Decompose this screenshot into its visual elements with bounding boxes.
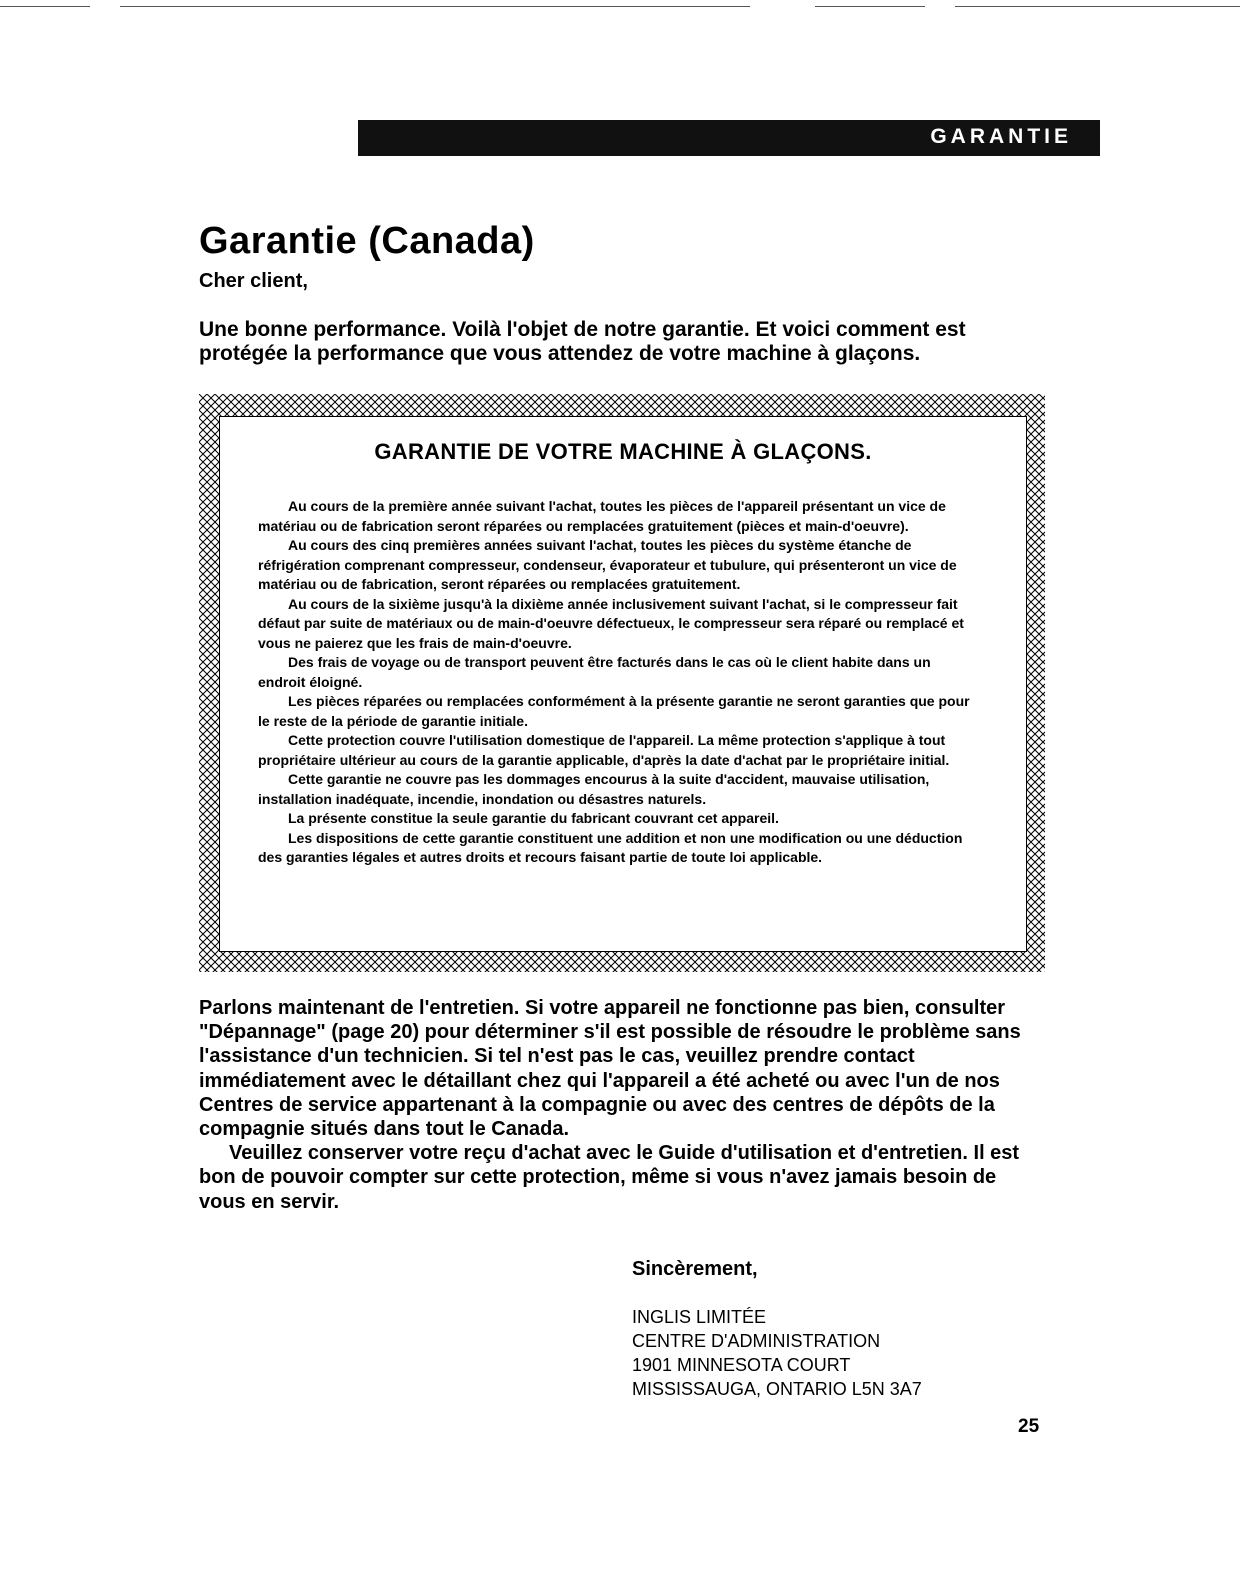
warranty-paragraph: La présente constitue la seule garantie du fabricant couvrant cet appareil.	[288, 810, 779, 826]
warranty-paragraph: Au cours de la première année suivant l'achat, toutes les pièces de l'appareil présentant un vice de matériau ou de fabrication seront réparées ou remplacées gratuitement (pièces et main-d'oeuvre).	[258, 498, 946, 534]
warranty-paragraph: Au cours de la sixième jusqu'à la dixième année inclusivement suivant l'achat, si le compresseur fait défaut par suite de matériaux ou de main-d'oeuvre défectueux, le compresseur sera réparé ou remplacé et vous ne paierez que les frais de main-d'oeuvre.	[258, 595, 964, 651]
address-line: INGLIS LIMITÉE	[632, 1307, 767, 1327]
warranty-title: GARANTIE DE VOTRE MACHINE À GLAÇONS.	[374, 439, 872, 464]
salutation: Cher client,	[199, 270, 308, 292]
warranty-paragraph: Au cours des cinq premières années suivant l'achat, toutes les pièces du système étanche de réfrigération comprenant compresseur, condenseur, évaporateur et tubulure, qui présenteront un vice de matériau ou de fabrication, seront réparées ou remplacées gratuitement.	[258, 537, 957, 592]
warranty-paragraph: Cette garantie ne couvre pas les dommages encourus à la suite d'accident, mauvaise utilisation, installation inadéquate, incendie, inondation ou désastres naturels.	[258, 771, 930, 807]
signoff: Sincèrement,	[632, 1258, 758, 1280]
page-title: Garantie (Canada)	[199, 220, 535, 262]
closing-paragraph-receipt: Veuillez conserver votre reçu d'achat avec le Guide d'utilisation et d'entretien. Il est bon de pouvoir compter sur cette protection, même si vous n'avez jamais besoin de vous en servir.	[199, 1142, 1020, 1213]
section-header-label: GARANTIE	[930, 125, 1072, 148]
warranty-box	[199, 394, 1045, 972]
company-address	[632, 1305, 922, 1401]
scan-artifact-line	[955, 6, 1240, 7]
warranty-paragraph: Cette protection couvre l'utilisation domestique de l'appareil. La même protection s'applique à tout propriétaire ultérieur au cours de la garantie applicable, d'après la date d'achat par le propriétaire initial.	[258, 732, 950, 768]
warranty-content-panel	[219, 416, 1027, 952]
address-line: MISSISSAUGA, ONTARIO L5N 3A7	[632, 1379, 922, 1399]
scan-artifact-line	[120, 6, 750, 7]
intro-paragraph: Une bonne performance. Voilà l'objet de notre garantie. Et voici comment est protégée la performance que vous attendez de votre machine à glaçons.	[199, 318, 966, 365]
scan-artifact-line	[815, 6, 925, 7]
address-line: 1901 MINNESOTA COURT	[632, 1355, 851, 1375]
address-line: CENTRE D'ADMINISTRATION	[632, 1331, 881, 1351]
warranty-paragraph: Les pièces réparées ou remplacées conformément à la présente garantie ne seront garanties que pour le reste de la période de garantie initiale.	[258, 693, 970, 729]
scan-artifact-line	[0, 6, 90, 7]
closing-section	[199, 996, 1039, 1214]
section-header-bar	[358, 120, 1100, 156]
warranty-paragraph: Des frais de voyage ou de transport peuvent être facturés dans le cas où le client habite dans un endroit éloigné.	[258, 654, 931, 690]
page-number: 25	[1018, 1416, 1040, 1437]
warranty-body	[258, 497, 980, 868]
warranty-paragraph: Les dispositions de cette garantie constituent une addition et non une modification ou une déduction des garanties légales et autres droits et recours faisant partie de toute loi applicable.	[258, 829, 963, 865]
closing-paragraph-service: Parlons maintenant de l'entretien. Si votre appareil ne fonctionne pas bien, consulter "Dépannage" (page 20) pour déterminer s'il est possible de résoudre le problème sans l'assistance d'un technicien. Si tel n'est pas le cas, veuillez prendre contact immédiatement avec le détaillant chez qui l'appareil a été acheté ou avec l'un de nos Centres de service appartenant à la compagnie ou avec des centres de dépôts de la compagnie situés dans tout le Canada.	[199, 997, 1021, 1141]
